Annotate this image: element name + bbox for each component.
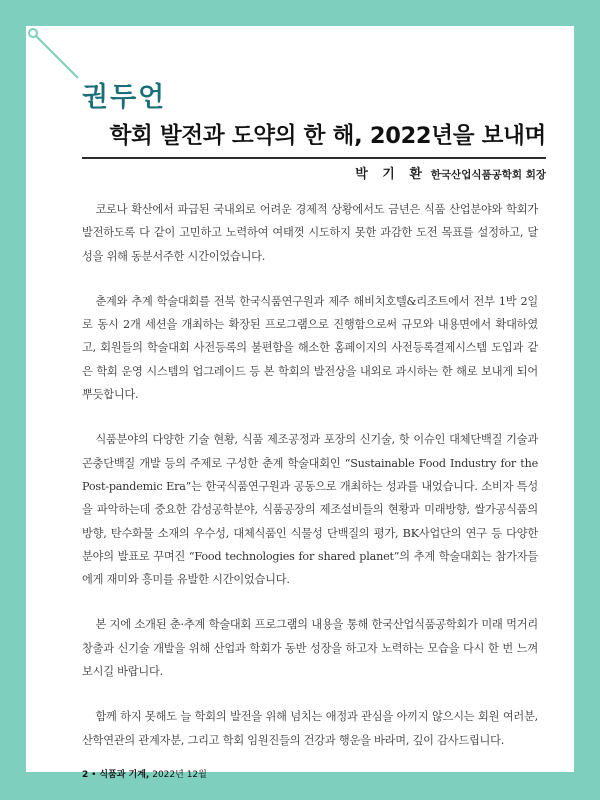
page <box>26 26 574 780</box>
paragraph: 코로나 확산에서 파급된 국내외로 어려운 경제적 상황에서도 금년은 식품 산업분야와 학회가 발전하도록 다 같이 고민하고 노력하여 여태껏 시도하지 못한 과감한 도전 목표를 설정하고, 달성을 위해 동분서주한 시간이었습니다. <box>82 203 538 263</box>
paragraph: 본 지에 소개된 춘·추계 학술대회 프로그램의 내용을 통해 한국산업식품공학회가 미래 먹거리 창출과 신기술 개발을 위해 산업과 학회가 동반 성장을 하고자 노력하는 모습을 다시 한 번 느껴 보시길 바랍니다. <box>82 618 538 679</box>
paragraph: 식품분야의 다양한 기술 현황, 식품 제조공정과 포장의 신기술, 핫 이슈인 대체단백질 기술과 곤충단백질 개발 등의 주제로 구성한 춘계 학술대회인 “Sustainable Food Industry for the Post-pandemic Era”는 한국식품연구원과 공동으로 개최하는 성과를 내었습니다. 소비자 특성을 파악하는데 중요한 감성공학분야, 식품공장의 제조설비들의 현황과 미래방향, 쌀가공식품의 방향, 탄수화물 소재의 우수성, 대체식품인 식물성 단백질의 평가, BK사업단의 연구 등 다양한 분야의 발표로 꾸며진 “Food technologies for shared planet”의 추계 학술대회는 참가자들에게 재미와 흥미를 유발한 시간이었습니다. <box>82 433 538 587</box>
section-label: 권두언 <box>82 82 167 113</box>
article-body <box>82 198 538 774</box>
footer-bullet: • <box>91 770 97 780</box>
author-byline <box>355 163 546 182</box>
title-rule <box>82 157 546 159</box>
author-name: 박 기 환 <box>355 167 427 182</box>
issue-date: 2022년 12월 <box>152 770 207 780</box>
journal-name: 식품과 기계, <box>99 770 150 780</box>
paragraph: 춘계와 추계 학술대회를 전북 한국식품연구원과 제주 해비치호텔&리조트에서 전부 1박 2일로 동시 2개 세션을 개최하는 확장된 프로그램으로 진행함으로써 규모와 내용면에서 확대하였고, 회원들의 학술대회 사전등록의 불편함을 해소한 홈페이지의 사전등록결제시스템 도입과 같은 학회 운영 시스템의 업그레이드 등 본 학회의 발전상을 내외로 과시하는 한 해로 보내게 되어 뿌듯합니다. <box>82 294 538 402</box>
page-number: 2 <box>82 770 89 780</box>
author-title: 한국산업식품공학회 회장 <box>430 169 546 181</box>
paragraph: 함께 하지 못해도 늘 학회의 발전을 위해 넘치는 애정과 관심을 아끼지 않으시는 회원 여러분, 산학연관의 관계자분, 그리고 학회 임원진들의 건강과 행운을 바라며, 깊이 감사드립니다. <box>82 710 538 747</box>
page-footer <box>82 767 207 780</box>
page-title: 학회 발전과 도약의 한 해, 2022년을 보내며 <box>109 123 546 149</box>
